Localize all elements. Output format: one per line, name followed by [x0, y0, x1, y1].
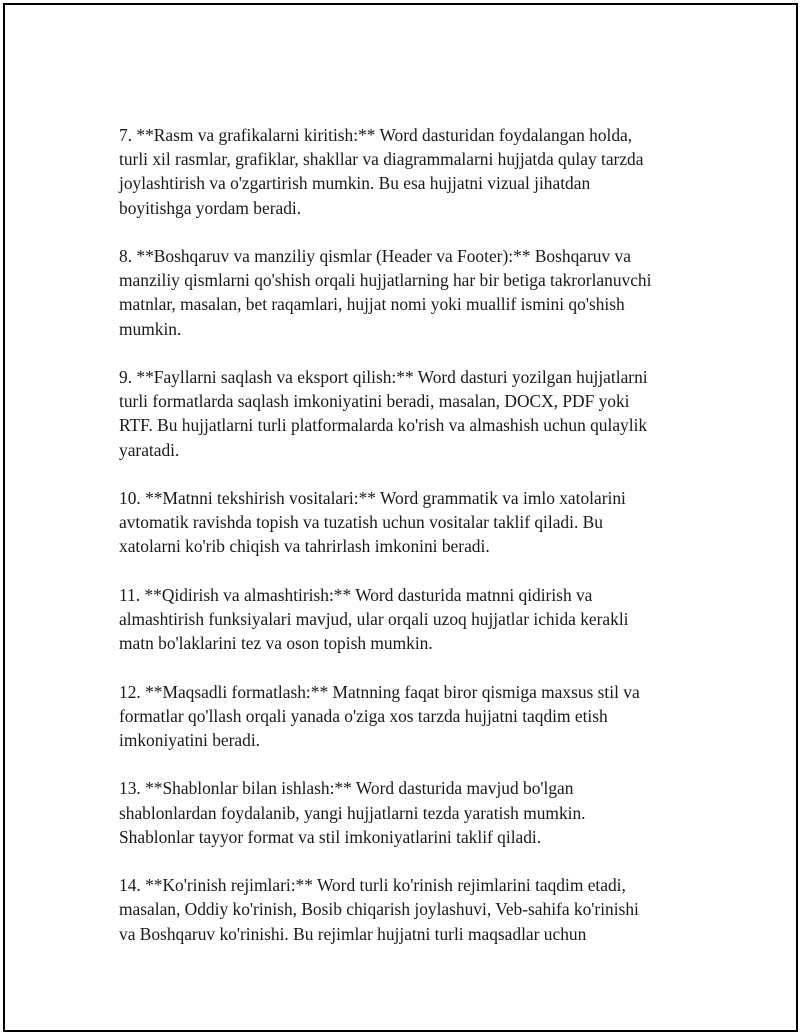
text-line: 9. **Fayllarni saqlash va eksport qilish:** Word dasturi yozilgan hujjatlarni — [119, 367, 648, 387]
text-line: va Boshqaruv ko'rinishi. Bu rejimlar hujjatni turli maqsadlar uchun — [119, 923, 587, 944]
text-line: almashtirish funksiyalari mavjud, ular orqali uzoq hujjatlar ichida kerakli — [119, 609, 629, 629]
paragraph-item-10 — [119, 486, 699, 559]
text-line: 7. **Rasm va grafikalarni kiritish:** Word dasturidan foydalangan holda, — [119, 125, 633, 145]
text-line: 12. **Maqsadli formatlash:** Matnning faqat biror qismiga maxsus stil va — [119, 681, 640, 702]
text-line: yaratadi. — [119, 439, 180, 460]
paragraph-item-14 — [119, 873, 699, 946]
text-line: 10. **Matnni tekshirish vositalari:** Word grammatik va imlo xatolarini — [119, 488, 626, 508]
text-line: 8. **Boshqaruv va manziliy qismlar (Header va Footer):** Boshqaruv va — [119, 246, 631, 266]
text-line: RTF. Bu hujjatlarni turli platformalarda ko'rish va almashish uchun qulaylik — [119, 415, 648, 436]
paragraph-item-13 — [119, 776, 699, 849]
paragraph-item-7 — [119, 123, 699, 220]
text-line: matn bo'laklarini tez va oson topish mumkin. — [119, 633, 433, 654]
text-line: mumkin. — [119, 318, 182, 339]
paragraph-item-11 — [119, 583, 699, 656]
text-line: masalan, Oddiy ko'rinish, Bosib chiqarish joylashuvi, Veb-sahifa ko'rinishi — [119, 899, 639, 920]
text-line: shablonlardan foydalanib, yangi hujjatlarni tezda yaratish mumkin. — [119, 802, 586, 823]
text-line: turli xil rasmlar, grafiklar, shakllar va diagrammalarni hujjatda qulay tarzda — [119, 149, 644, 170]
text-line: Shablonlar tayyor format va stil imkoniyatlarini taklif qiladi. — [119, 826, 542, 847]
text-line: formatlar qo'llash orqali yanada o'ziga xos tarzda hujjatni taqdim etish — [119, 705, 608, 726]
text-line: 14. **Ko'rinish rejimlari:** Word turli ko'rinish rejimlarini taqdim etadi, — [119, 875, 626, 896]
text-line: matnlar, masalan, bet raqamlari, hujjat nomi yoki muallif ismini qo'shish — [119, 294, 625, 315]
text-line: joylashtirish va o'zgartirish mumkin. Bu esa hujjatni vizual jihatdan — [119, 173, 591, 194]
document-body — [119, 123, 699, 970]
text-line: boyitishga yordam beradi. — [119, 197, 302, 218]
paragraph-item-12 — [119, 680, 699, 753]
text-line: 13. **Shablonlar bilan ishlash:** Word dasturida mavjud bo'lgan — [119, 778, 574, 799]
text-line: 11. **Qidirish va almashtirish:** Word dasturida matnni qidirish va — [119, 584, 593, 605]
paragraph-item-9 — [119, 365, 699, 462]
page-border — [3, 3, 798, 1032]
text-line: manziliy qismlarni qo'shish orqali hujjatlarning har bir betiga takrorlanuvchi — [119, 270, 652, 291]
text-line: xatolarni ko'rib chiqish va tahrirlash imkonini beradi. — [119, 536, 490, 557]
text-line: avtomatik ravishda topish va tuzatish uchun vositalar taklif qiladi. Bu — [119, 512, 603, 533]
paragraph-item-8 — [119, 244, 699, 341]
text-line: imkoniyatini beradi. — [119, 730, 261, 750]
text-line: turli formatlarda saqlash imkoniyatini beradi, masalan, DOCX, PDF yoki — [119, 391, 630, 412]
